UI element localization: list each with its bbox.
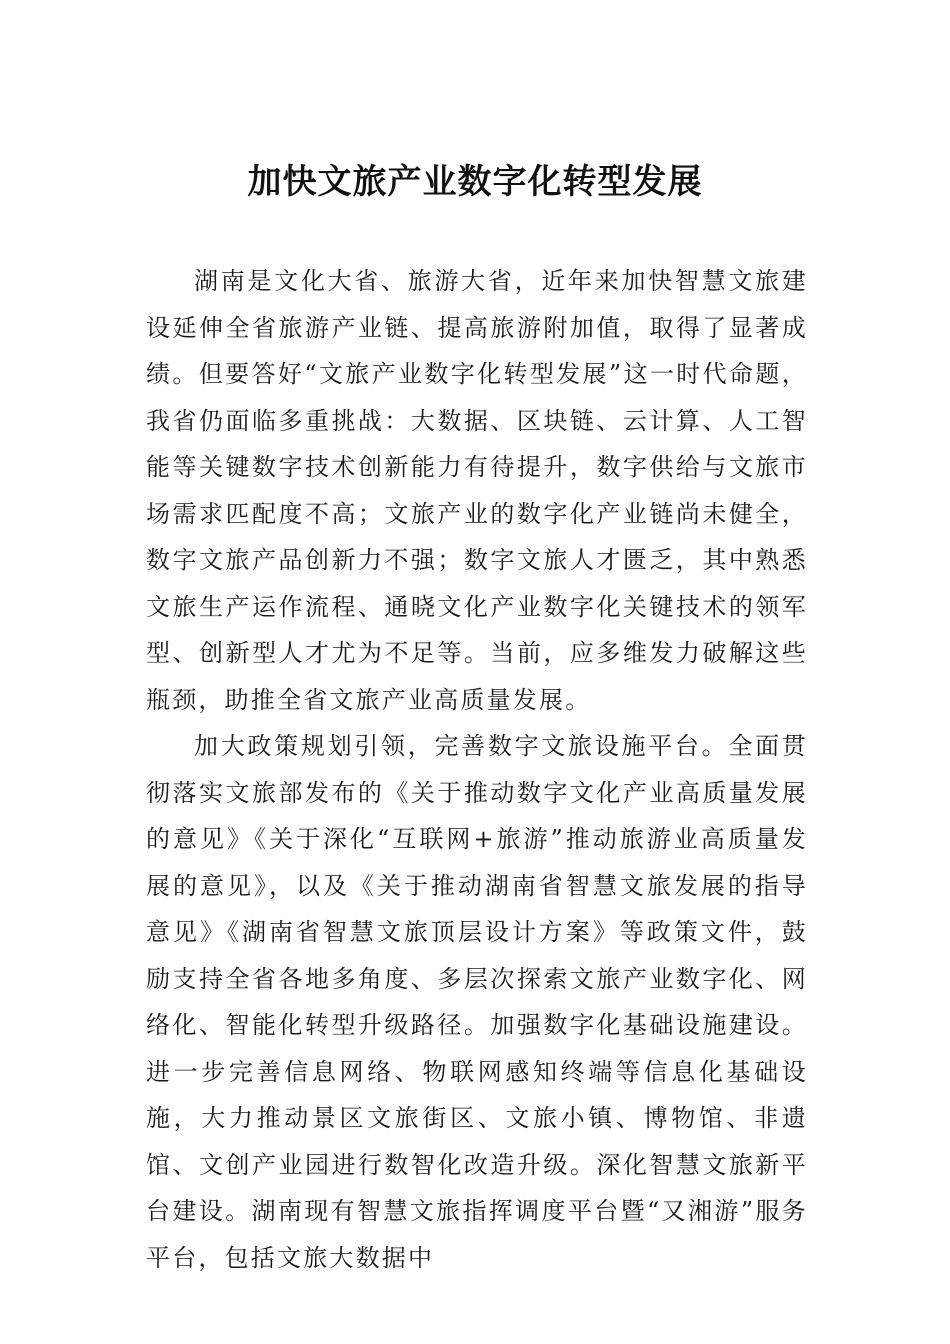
document-title: 加快文旅产业数字化转型发展 (247, 162, 703, 202)
document-body (146, 258, 808, 1281)
paragraph-policy: 加大政策规划引领，完善数字文旅设施平台。全面贯彻落实文旅部发布的《关于推动数字文化产业高质量发展的意见》《关于深化“互联网+旅游”推动旅游业高质量发展的意见》，以及《关于推动湖南省智慧文旅发展的指导意见》《湖南省智慧文旅顶层设计方案》等政策文件，鼓励支持全省各地多角度、多层次探索文旅产业数字化、网络化、智能化转型升级路径。加强数字化基础设施建设。进一步完善信息网络、物联网感知终端等信息化基础设施，大力推动景区文旅街区、文旅小镇、博物馆、非遗馆、文创产业园进行数智化改造升级。深化智慧文旅新平台建设。湖南现有智慧文旅指挥调度平台暨“又湘游”服务平台，包括文旅大数据中 (146, 732, 808, 1272)
paragraph-intro: 湖南是文化大省、旅游大省，近年来加快智慧文旅建设延伸全省旅游产业链、提高旅游附加值，取得了显著成绩。但要答好“文旅产业数字化转型发展”这一时代命题，我省仍面临多重挑战：大数据、区块链、云计算、人工智能等关键数字技术创新能力有待提升，数字供给与文旅市场需求匹配度不高；文旅产业的数字化产业链尚未健全，数字文旅产品创新力不强；数字文旅人才匮乏，其中熟悉文旅生产运作流程、通晓文化产业数字化关键技术的领军型、创新型人才尤为不足等。当前，应多维发力破解这些瓶颈，助推全省文旅产业高质量发展。 (146, 267, 808, 714)
